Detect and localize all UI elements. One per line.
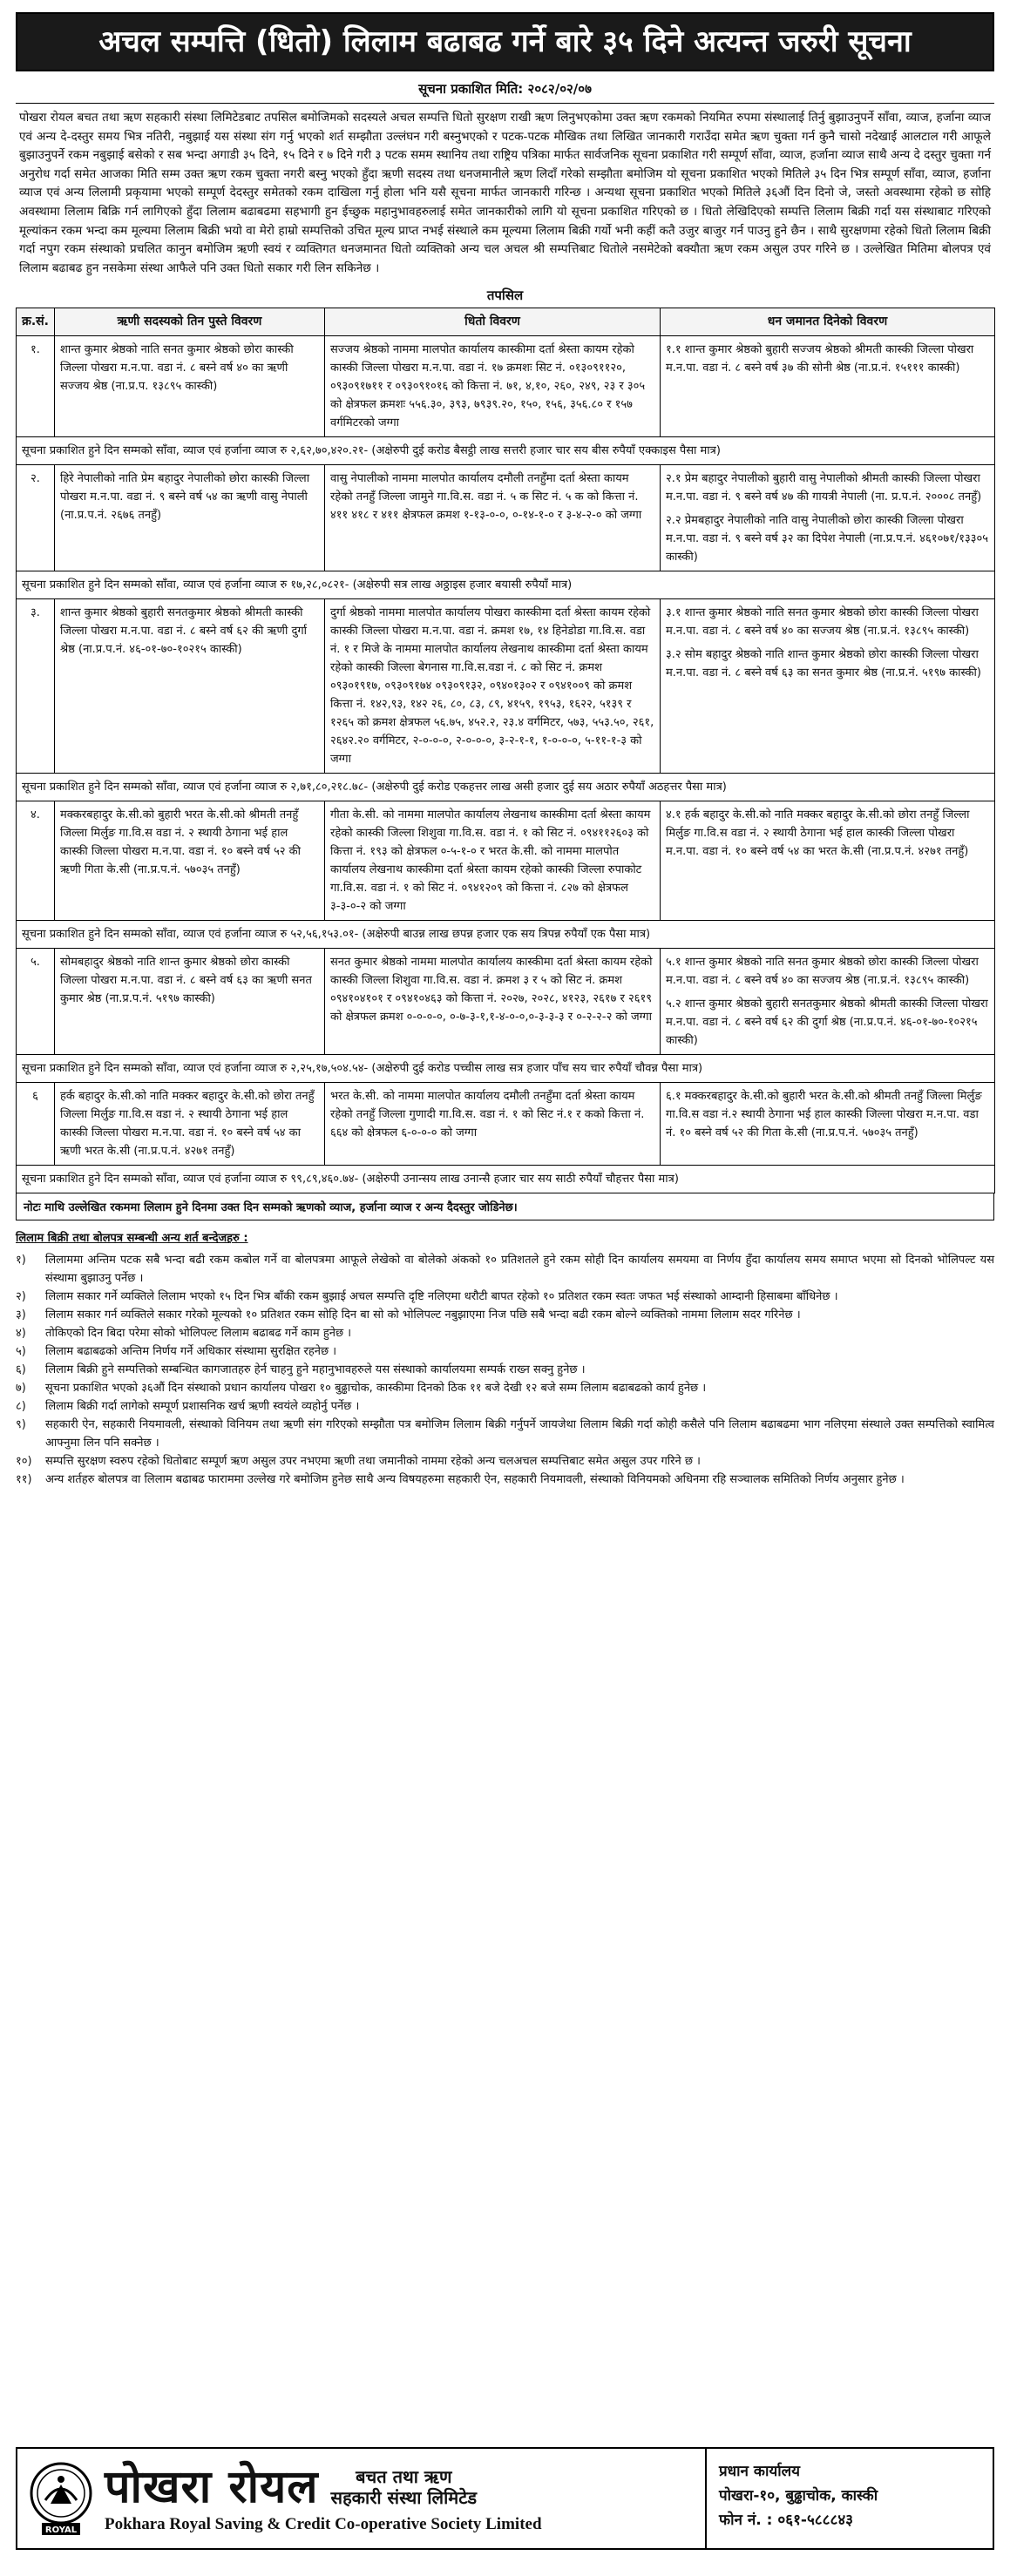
- row-serial: [17, 949, 55, 1055]
- office-phone: फोन नं. : ०६१-५८८८४३: [719, 2512, 854, 2529]
- borrower-details-text: मक्करबहादुर के.सी.को बुहारी भरत के.सी.को श्रीमती तनहुँ जिल्ला मिर्लुङ गा.वि.स वडा नं. २ स्थायी ठेगाना भई हाल कास्की जिल्ला पोखरा म.न.पा. वडा नं. १० बस्ने वर्ष ५२ की ऋणी गिता के.सी (ना.प्र.प.नं. ५७०३५ तनहुँ): [60, 808, 301, 877]
- notice-headline: अचल सम्पत्ति (धितो) लिलाम बढाबढ गर्ने बारे ३५ दिने अत्यन्त जरुरी सूचना: [16, 12, 994, 71]
- outstanding-balance: सूचना प्रकाशित हुने दिन सम्मको साँवा, व्याज एवं हर्जाना व्याज रु ५२,५६,१५३.०१- (अक्षेरुपी बाउन्न लाख छपन्न हजार एक सय त्रिपन्न रुपैयाँ एक पैसा मात्र): [17, 921, 995, 949]
- term-item: [16, 1471, 994, 1489]
- term-text: सूचना प्रकाशित भएको ३६औं दिन संस्थाको प्रधान कार्यालय पोखरा १० बुढ्ढाचोक, कास्कीमा दिनको ठिक ११ बजे देखी १२ बजे सम्म लिलाम बढाबढको कार्य हुनेछ ।: [45, 1382, 707, 1396]
- outstanding-balance: सूचना प्रकाशित हुने दिन सम्मको साँवा, व्याज एवं हर्जाना व्याज रु २,२५,१७,५०४.५४- (अक्षेरुपी दुई करोड पच्चीस लाख सत्र हजार पाँच सय चार रुपैयाँ चौवन्न पैसा मात्र): [17, 1055, 995, 1083]
- term-item: [16, 1416, 994, 1452]
- table-row: [17, 599, 995, 774]
- term-number: ११): [16, 1473, 32, 1487]
- guarantor-details-text: ६.१ मक्करबहादुर के.सी.को बुहारी भरत के.सी.को श्रीमती तनहुँ जिल्ला मिर्लुङ गा.वि.स वडा नं.२ स्थायी ठेगाना भई हाल कास्की जिल्ला पोखरा म.न.पा. वडा नं. १० बस्ने वर्ष ५२ की गिता के.सी (ना.प्र.प.नं. ५७०३५ तनहुँ): [666, 1090, 982, 1140]
- collateral-details: [325, 1083, 661, 1166]
- term-number: १): [16, 1254, 26, 1268]
- row-serial-text: २.: [31, 472, 40, 486]
- term-item: [16, 1306, 994, 1324]
- terms-section: [16, 1229, 994, 1489]
- term-number: ७): [16, 1382, 26, 1396]
- term-number: ४): [16, 1327, 26, 1341]
- borrower-details: [55, 465, 325, 571]
- term-text: लिलाममा अन्तिम पटक सबै भन्दा बढी रकम कबोल गर्ने वा बोलपत्रमा आफूले लेखेको वा बोलेको अंकको १० प्रतिशतले हुने रकम सोही दिन कार्यालय समयमा वा निर्णय हुँदा कार्यालय समय समाप्त भएमा सो दिनको भोलिपल्ट यस संस्थामा बुझाउनु पर्नेछ ।: [45, 1254, 994, 1286]
- collateral-details-text: दुर्गा श्रेष्ठको नाममा मालपोत कार्यालय पोखरा कास्कीमा दर्ता श्रेस्ता कायम रहेको कास्की जिल्ला पोखरा म.न.पा. वडा नं. क्रमश १७, १४ हिनेडोडा गा.वि.स. वडा नं. १ र मिजे के नाममा मालपोत कार्यालय लेखनाथ कास्कीमा दर्ता श्रेस्ता कायम रहेको कास्की जिल्ला बेगनास गा.वि.स.वडा नं. ८ को सिट नं. क्रमश ०९३०१९१७, ०९३०९१७४ ०९३०९१३२, ०९४०१३०२ र ०९४१००९ को क्रमश कित्ता नं. १४२,९३, १४२ २६, ८०, ८३, ८९, ४१५९, १९५३, १६२२, ५१३९ र १२६५ को क्रमश क्षेत्रफल ५६.७५, ४५२.२, २३.४ वर्गमिटर, ५७३, ५५३.५०, २६१, २६४२.२० वर्गमिटर, २-०-०-०, २-०-०-०, ३-२-१-१, १-०-०-०, ५-११-१-३ को जग्गा: [330, 606, 654, 767]
- outstanding-balance: सूचना प्रकाशित हुने दिन सम्मको साँवा, व्याज एवं हर्जाना व्याज रु २,७१,८०,२१८.७८- (अक्षेरुपी दुई करोड एकहत्तर लाख असी हजार दुई सय अठार रुपैयाँ अठहत्तर पैसा मात्र): [17, 774, 995, 801]
- term-text: लिलाम बिक्री गर्दा लागेको सम्पूर्ण प्रशासनिक खर्च ऋणी स्वयंले व्यहोर्नु पर्नेछ ।: [45, 1400, 360, 1414]
- header-serial: क्र.सं.: [17, 308, 55, 336]
- row-serial: [17, 801, 55, 921]
- row-serial: [17, 465, 55, 571]
- footer-banner: [16, 2447, 994, 2550]
- row-serial: [17, 599, 55, 774]
- terms-title: लिलाम बिक्री तथा बोलपत्र सम्बन्धी अन्य शर्त बन्देजहरु :: [16, 1232, 248, 1246]
- seal-text: ROYAL: [44, 2525, 78, 2535]
- term-item: [16, 1379, 994, 1397]
- table-row: [17, 949, 995, 1055]
- row-serial-text: ४.: [31, 808, 40, 822]
- guarantor-details: [661, 801, 995, 921]
- row-serial: [17, 1083, 55, 1166]
- collateral-details: [325, 801, 661, 921]
- borrower-details: [55, 949, 325, 1055]
- borrower-details-text: सोमबहादुर श्रेष्ठको नाति शान्त कुमार श्रेष्ठको छोरा कास्की जिल्ला पोखरा म.न.पा. वडा नं. ८ बस्ने वर्ष ६३ का ऋणी सनत कुमार श्रेष्ठ (ना.प्र.प.नं. ५१९७ कास्की): [60, 956, 312, 1006]
- guarantor-details: [661, 599, 995, 774]
- schedule-table: [16, 308, 995, 1193]
- header-collateral: धितो विवरण: [325, 308, 661, 336]
- term-text: लिलाम सकार गर्ने व्यक्तिले लिलाम भएको १५ दिन भित्र बाँकी रकम बुझाई अचल सम्पत्ति दृष्टि नलिएमा धरौटी बापत रहेको १० प्रतिशत रकम स्वतः जफत भई संस्थाको आम्दानी हिसाबमा बाँधिनेछ ।: [45, 1290, 838, 1304]
- guarantor-details-2: ५.२ शान्त कुमार श्रेष्ठको बुहारी सनतकुमार श्रेष्ठको श्रीमती कास्की जिल्ला पोखरा म.न.पा. वडा नं. ८ बस्ने वर्ष ६२ की दुर्गा श्रेष्ठ (ना.प्र.प.नं. ४६-०१-७०-१०२१५ कास्की): [666, 997, 988, 1048]
- brand-subtitle-line2: सहकारी संस्था लिमिटेड: [330, 2487, 478, 2508]
- collateral-details: [325, 465, 661, 571]
- guarantor-details-text: ३.१ शान्त कुमार श्रेष्ठको नाति सनत कुमार श्रेष्ठको छोरा कास्की जिल्ला पोखरा म.न.पा. वडा नं. ८ बस्ने वर्ष ४० का सज्जय श्रेष्ठ (ना.प्र.नं. १३८९५ कास्की): [666, 606, 979, 639]
- brand-row: [105, 2463, 542, 2512]
- guarantor-details-text: २.१ प्रेम बहादुर नेपालीको बुहारी वासु नेपालीको श्रीमती कास्की जिल्ला पोखरा म.न.पा. वडा नं. ९ बस्ने वर्ष ४७ की गायत्री नेपाली (ना. प्र.प.नं. २०००८ तनहुँ): [666, 472, 982, 504]
- row-serial-text: ६: [32, 1090, 38, 1104]
- row-serial-text: ५.: [31, 956, 40, 970]
- balance-row: [17, 571, 995, 599]
- office-address: पोखरा-१०, बुढ्ढाचोक, कास्की: [719, 2487, 878, 2505]
- term-number: १०): [16, 1455, 32, 1469]
- guarantor-details-2: २.२ प्रेमबहादुर नेपालीको नाति वासु नेपालीको छोरा कास्की जिल्ला पोखरा म.न.पा. वडा नं. ९ बस्ने वर्ष ३२ का दिपेश नेपाली (ना.प्र.प.नं. ४६१०७१/१३३०५ कास्की): [666, 514, 989, 565]
- term-number: ६): [16, 1363, 26, 1377]
- terms-list: [16, 1251, 994, 1489]
- notice-page: [16, 12, 994, 2550]
- term-text: लिलाम बिक्री हुने सम्पत्तिको सम्बन्धित कागजातहरु हेर्न चाहनु हुने महानुभावहरुले यस संस्थाको कार्यालयमा सम्पर्क राख्न सक्नु हुनेछ ।: [45, 1363, 586, 1377]
- borrower-details-text: शान्त कुमार श्रेष्ठको नाति सनत कुमार श्रेष्ठको छोरा कास्की जिल्ला पोखरा म.न.पा. वडा नं. ८ बस्ने वर्ष ४० का ऋणी सज्जय श्रेष्ठ (ना.प्र.प. १३८९५ कास्की): [60, 343, 294, 394]
- term-item: [16, 1452, 994, 1471]
- term-item: [16, 1361, 994, 1379]
- borrower-details: [55, 801, 325, 921]
- row-serial-text: ३.: [31, 606, 40, 620]
- collateral-details-text: सज्जय श्रेष्ठको नाममा मालपोत कार्यालय कास्कीमा दर्ता श्रेस्ता कायम रहेको कास्की जिल्ला पोखरा म.न.पा. वडा नं. १७ क्रमशः सिट नं. ०१३०९११२०, ०९३०९१७११ र ०९३०९१०१६ को कित्ता नं. ७१, ४,१०, २६०, २४९, २३ र ३०५ को क्षेत्रफल क्रमशः ५५६.३०, ३९३, ७९३९.२०, १५०, १५६, ३५६.८० र १५७ वर्गमिटरको जग्गा: [330, 343, 646, 430]
- collateral-details: [325, 599, 661, 774]
- balance-row: [17, 1055, 995, 1083]
- term-item: [16, 1324, 994, 1342]
- term-text: लिलाम सकार गर्न व्यक्तिले सकार गरेको मूल्यको १० प्रतिशत रकम सोहि दिन बा सो को भोलिपल्ट नबुझाएमा निज पछि सबै भन्दा बढी रकम बोल्ने व्यक्तिको नाममा लिलाम सदर गरिनेछ ।: [45, 1308, 801, 1322]
- borrower-details: [55, 336, 325, 437]
- logo-block: [17, 2449, 705, 2548]
- collateral-details-text: वासु नेपालीको नाममा मालपोत कार्यालय दमौली तनहुँमा दर्ता श्रेस्ता कायम रहेको तनहुँ जिल्ला जामुने गा.वि.स. वडा नं. ५ क सिट नं. ५ क को कित्ता नं. ४११ ४१८ र ४११ क्षेत्रफल क्रमश १-१३-०-०, ०-१४-१-० र ३-४-२-० को जग्गा: [330, 472, 642, 523]
- brand-name-devanagari: पोखरा रोयल: [105, 2461, 319, 2513]
- term-item: [16, 1397, 994, 1416]
- borrower-details-text: शान्त कुमार श्रेष्ठको बुहारी सनतकुमार श्रेष्ठको श्रीमती कास्की जिल्ला पोखरा म.न.पा. वडा नं. ८ बस्ने वर्ष ६२ की ऋणी दुर्गा श्रेष्ठ (ना.प्र.प.नं. ४६-०१-७०-१०२१५ कास्की): [60, 606, 308, 657]
- intro-paragraph: पोखरा रोयल बचत तथा ऋण सहकारी संस्था लिमिटेडबाट तपसिल बमोजिमको सदस्यले अचल सम्पत्ति धितो सुरक्षण राखी ऋण लिनुभएकोमा उक्त ऋण रकमको नियमित रुपमा संस्थालाई तिर्नु बुझाउनुपर्ने साँवा, व्याज, हर्जाना व्याज एवं अन्य दे-दस्तुर समय भित्र नतिरी, नबुझाई यस संस्था संग गर्नु भएको शर्त सम्झौता उल्लंघन गरी बस्नुभएको र पटक-पटक मौखिक तथा लिखित जानकारी गराउँदा समेत ऋण चुक्ता गर्न कुनै चासो नदेखाई आलटाल गरी आफूले बुझाउनुपर्ने रकम नबुझाई बसेको र सब भन्दा अगाडी ३५ दिने, १५ दिने र ७ दिने गरी ३ पटक समम स्थानिय तथा राष्ट्रिय पत्रिका मार्फत सार्वजनिक सूचना प्रकाशित गरी सम्पूर्ण साँवा, व्याज, हर्जाना व्याज साथै अन्य दे दस्तुर चुक्ता गर्न अनुरोध गर्दा समेत आजका मिति सम्म उक्त ऋण रकम चुक्ता नगरी बस्नु भएको हुँदा ऋणी सदस्य तथा धनजमानीले ऋण लिदाँ गरेको सम्झौता बमोजिम यो सूचना प्रकाशित भएको मितिले ३५ दिन भित्र सम्पूर्ण साँवा, व्याज, हर्जाना व्याज एवं अन्य लिलामी प्रकृयामा भएको सम्पूर्ण देदस्तुर समेतको रकम दाखिला गर्नु होला भनि यसै सूचना मार्फत जानकारी गरिन्छ । अन्यथा सूचना प्रकाशित भएको मितिले ३६औं दिन दिनो जे, जस्तो अवस्थामा रहेको छ सोहि अवस्थामा लिलाम बिक्रि गर्न लागिएको हुँदा लिलाम बढाबढमा सहभागी हुन ईच्छुक महानुभावहरुलाई समेत जानकारीको लागि यो सूचना प्रकाशित गरिएको छ । धितो लेखिदिएको सम्पत्ति लिलाम बिक्री गर्दा यस संस्थाबाट गरिएको मूल्यांकन रकम भन्दा कम मूल्यमा लिलाम बिक्री भयो वा मेरो हाम्रो सम्पत्तिको उचित मूल्य प्राप्त नभई संस्थाले कम मूल्यमा लिलाम बिक्री गर्यो भनी कहीं कतै उजुर बाजुर गर्न पाउनु हुने छैन । साथै सुरक्षणमा रहेको धितो लिलाम बिक्री गर्दा नपुग रकम संस्थाको प्रचलित कानुन बमोजिम ऋणी स्वयं र व्यक्तिगत धनजमानत धितो व्यक्तिको अन्य चल अचल श्री सम्पत्तिबाट धितोले नसमेटेको बक्यौता ऋण रकम असुल उपर गरिने छ । उल्लेखित मितिमा बोलपत्र एवं लिलाम बढाबढ हुन नसकेमा संस्था आफैले पनि उक्त धितो सकार गरी लिन सकिनेछ ।: [16, 103, 994, 283]
- row-serial: [17, 336, 55, 437]
- table-row: [17, 801, 995, 921]
- brand-block: [105, 2463, 542, 2534]
- term-number: २): [16, 1290, 26, 1304]
- guarantor-details-text: ४.१ हर्क बहादुर के.सी.को नाति मक्कर बहादुर के.सी.को छोरा तनहुँ जिल्ला मिर्लुङ गा.वि.स वडा नं. २ स्थायी ठेगाना भई हाल कास्की जिल्ला पोखरा म.न.पा. वडा नं. १० बस्ने वर्ष ५४ का भरत के.सी (ना.प्र.प.नं. ४२७१ तनहुँ): [666, 808, 970, 859]
- balance-row: [17, 437, 995, 465]
- guarantor-details: [661, 465, 995, 571]
- brand-name-english: Pokhara Royal Saving & Credit Co-operative Society Limited: [105, 2515, 542, 2533]
- term-text: तोकिएको दिन बिदा परेमा सोको भोलिपल्ट लिलाम बढाबढ गर्ने काम हुनेछ ।: [45, 1327, 352, 1341]
- guarantor-details: [661, 336, 995, 437]
- balance-row: [17, 1166, 995, 1193]
- brand-subtitle-line1: बचत तथा ऋण: [356, 2466, 452, 2487]
- row-serial-text: १.: [31, 343, 40, 357]
- brand-subtitle: [331, 2466, 478, 2508]
- borrower-details-text: हिरे नेपालीको नाति प्रेम बहादुर नेपालीको छोरा कास्की जिल्ला पोखरा म.न.पा. वडा नं. ९ बस्ने वर्ष ५४ का ऋणी वासु नेपाली (ना.प्र.प.नं. २६७६ तनहुँ): [60, 472, 310, 523]
- guarantor-details-2: ३.२ सोम बहादुर श्रेष्ठको नाति शान्त कुमार श्रेष्ठको छोरा कास्की जिल्ला पोखरा म.न.पा. वडा नं. ८ बस्ने वर्ष ६३ का सनत कुमार श्रेष्ठ (ना.प्र.नं. ५१९७ कास्की): [666, 648, 981, 680]
- collateral-details-text: भरत के.सी. को नाममा मालपोत कार्यालय दमौली तनहुँमा दर्ता श्रेस्ता कायम रहेको तनहुँ जिल्ला गुणादी गा.वि.स. वडा नं. १ को सिट नं.१ र कको कित्ता नं. ६६४ को क्षेत्रफल ६-०-०-० को जग्गा: [330, 1090, 645, 1140]
- term-item: [16, 1251, 994, 1288]
- borrower-details: [55, 1083, 325, 1166]
- outstanding-balance: सूचना प्रकाशित हुने दिन सम्मको साँवा, व्याज एवं हर्जाना व्याज रु २,६२,७०,४२०.२१- (अक्षेरुपी दुई करोड बैसट्ठी लाख सत्तरी हजार चार सय बीस रुपैयाँ एक्काइस पैसा मात्र): [17, 437, 995, 465]
- table-header-row: [17, 308, 995, 336]
- schedule-title: तपसिल: [486, 287, 524, 304]
- cooperative-seal-icon: [26, 2460, 96, 2537]
- borrower-details-text: हर्क बहादुर के.सी.को नाति मक्कर बहादुर के.सी.को छोरा तनहुँ जिल्ला मिर्लुङ गा.वि.स वडा नं. २ स्थायी ठेगाना भई हाल कास्की जिल्ला पोखरा म.न.पा. वडा नं. १० बस्ने वर्ष ५४ का ऋणी भरत के.सी (ना.प्र.प.नं. ४२७१ तनहुँ): [60, 1090, 315, 1159]
- office-info: [705, 2449, 993, 2548]
- header-borrower: ऋणी सदस्यको तिन पुस्ते विवरण: [55, 308, 325, 336]
- office-title: प्रधान कार्यालय: [719, 2463, 800, 2480]
- balance-row: [17, 921, 995, 949]
- term-number: ८): [16, 1400, 26, 1414]
- collateral-details-text: सनत कुमार श्रेष्ठको नाममा मालपोत कार्यालय कास्कीमा दर्ता श्रेस्ता कायम रहेको कास्की जिल्ला शिशुवा गा.वि.स. वडा नं. क्रमश ३ र ५ को सिट नं. क्रमश ०९४१०४१०१ र ०९४१०४६३ को कित्ता नं. २०२७, २०२८, ४१२३, २६१७ र २६१९ को क्षेत्रफल क्रमश ०-०-०-०, ०-७-३-१,१-४-०-०,०-३-३-३ र ०-२-२-२ को जग्गा: [330, 956, 653, 1024]
- table-row: [17, 1083, 995, 1166]
- outstanding-balance: सूचना प्रकाशित हुने दिन सम्मको साँवा, व्याज एवं हर्जाना व्याज रु १७,२८,०८२१- (अक्षेरुपी सत्र लाख अठ्ठाइस हजार बयासी रुपैयाँ मात्र): [17, 571, 995, 599]
- balance-row: [17, 774, 995, 801]
- guarantor-details: [661, 949, 995, 1055]
- outstanding-balance: सूचना प्रकाशित हुने दिन सम्मको साँवा, व्याज एवं हर्जाना व्याज रु ९९,८९,४६०.७४- (अक्षेरुपी उनान्सय लाख उनान्सै हजार चार सय साठी रुपैयाँ चौहत्तर पैसा मात्र): [17, 1166, 995, 1193]
- publish-date: सूचना प्रकाशित मिति: २०८२/०२/०७: [418, 81, 592, 97]
- term-number: ५): [16, 1345, 26, 1359]
- term-text: लिलाम बढाबढको अन्तिम निर्णय गर्ने अधिकार संस्थामा सुरक्षित रहनेछ ।: [45, 1345, 337, 1359]
- term-number: ३): [16, 1308, 26, 1322]
- term-item: [16, 1342, 994, 1361]
- guarantor-details: [661, 1083, 995, 1166]
- header-guarantor: धन जमानत दिनेको विवरण: [661, 308, 995, 336]
- table-body: [17, 336, 995, 1193]
- collateral-details: [325, 949, 661, 1055]
- term-number: ९): [16, 1418, 26, 1432]
- note-text: नोटः माथि उल्लेखित रकममा लिलाम हुने दिनमा उक्त दिन सम्मको ऋणको व्याज, हर्जाना व्याज र अन्य दैदस्तुर जोडिनेछ।: [16, 1193, 994, 1220]
- collateral-details: [325, 336, 661, 437]
- term-text: सम्पत्ति सुरक्षण स्वरुप रहेको धितोबाट सम्पूर्ण ऋण असुल उपर नभएमा ऋणी तथा जमानीको नाममा रहेको अन्य चलअचल सम्पत्तिबाट समेत असुल उपर गरिने छ ।: [45, 1455, 701, 1469]
- term-item: [16, 1288, 994, 1306]
- guarantor-details-text: १.१ शान्त कुमार श्रेष्ठको बुहारी सज्जय श्रेष्ठको श्रीमती कास्की जिल्ला पोखरा म.न.पा. वडा नं. ८ बस्ने वर्ष ३७ की सोनी श्रेष्ठ (ना.प्र.नं. १५१११ कास्की): [666, 343, 974, 375]
- guarantor-details-text: ५.१ शान्त कुमार श्रेष्ठको नाति सनत कुमार श्रेष्ठको छोरा कास्की जिल्ला पोखरा म.न.पा. वडा नं. ८ बस्ने वर्ष ४० का सज्जय श्रेष्ठ (ना.प्र.नं. १३८९५ कास्की): [666, 956, 979, 988]
- term-text: सहकारी ऐन, सहकारी नियमावली, संस्थाको विनियम तथा ऋणी संग गरिएको सम्झौता पत्र बमोजिम लिलाम बिक्री गर्नुपर्ने जायजेथा लिलाम बिक्री गर्दा कोही कसैले पनि लिलाम बढाबढमा भाग नलिएमा संस्थाले उक्त सम्पत्तिको स्वामित्व आफ्नुमा लिन पनि सक्नेछ ।: [45, 1418, 994, 1450]
- borrower-details: [55, 599, 325, 774]
- collateral-details-text: गीता के.सी. को नाममा मालपोत कार्यालय लेखनाथ कास्कीमा दर्ता श्रेस्ता कायम रहेको कास्की जिल्ला शिशुवा गा.वि.स. वडा नं. १ को सिट नं. ०९४११२६०३ को कित्ता नं. १९३ को क्षेत्रफल ०-५-१-० र भरत के.सी. को नाममा मालपोत कार्यालय लेखनाथ कास्कीमा दर्ता श्रेस्ता कायम रहेको कास्की जिल्ला रुपाकोट गा.वि.स. वडा नं. १ को सिट नं. ०९४१२०९ को कित्ता नं. ८२७ को क्षेत्रफल ३-३-०-२ को जग्गा: [330, 808, 651, 914]
- table-row: [17, 336, 995, 437]
- term-text: अन्य शर्तहरु बोलपत्र वा लिलाम बढाबढ फाराममा उल्लेख गरे बमोजिम हुनेछ साथै अन्य विषयहरुमा सहकारी ऐन, सहकारी नियमावली, संस्थाको विनियमको अधिनमा रहि सञ्चालक समितिको निर्णय अनुसार हुनेछ ।: [45, 1473, 905, 1487]
- table-row: [17, 465, 995, 571]
